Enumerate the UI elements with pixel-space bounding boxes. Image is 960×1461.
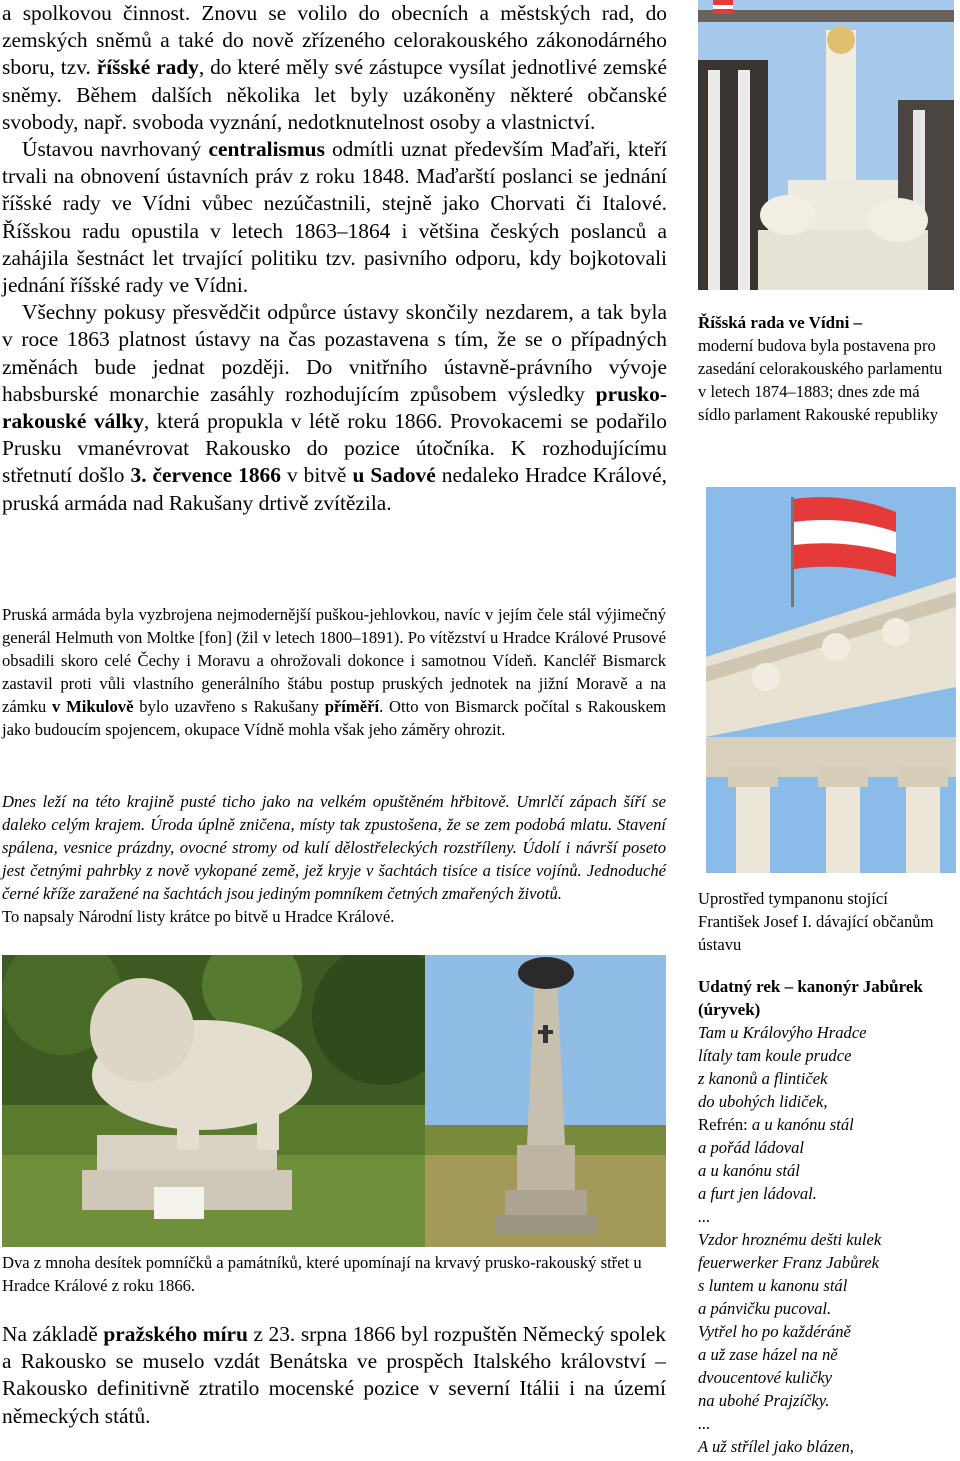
- lion-monument-photo: [2, 955, 426, 1247]
- monuments-caption: Dva z mnoha desítek pomníčků a památníků, které upomínají na krvavý prusko-rakouský střet u Hradce Králové z roku 1866.: [2, 1253, 642, 1295]
- obelisk-monument-photo: [425, 955, 666, 1247]
- paragraph-3: Všechny pokusy přesvědčit odpůrce ústavy skončily nezdarem, a tak byla v roce 1863 platnost ústavy na čas pozastavena s tím, že se o případných změnách bude jednat později. Do vnitřního ústavně-právního vývoje habsburské monarchie zasáhly rozhodujícím způsobem výsledky prusko-rakouské války, která propukla v létě roku 1866. Provokacemi se podařilo Prusku vmanévrovat Rakousko do pozice útočníka. K rozhodujícímu střetnutí došlo 3. července 1866 v bitvě u Sadové nedaleko Hradce Králové, pruská armáda nad Rakušany drtivě zvítězila.: [2, 300, 668, 515]
- prussian-army-text: Pruská armáda byla vyzbrojena nejmodernější puškou-jehlovkou, navíc v jejím čele stál výjimečný generál Helmuth von Moltke [fon] (žil v letech 1800–1891). Po vítězství u Hradce Králové Prusové obsadili skoro celé Čechy i Moravu a ohrožovali dokonce i samotnou Vídeň. Kancléř Bismarck zastavil proti vůli vlastního generálního štábu postup pruských jednotek na jižní Moravě a na zámku v Mikulově bylo uzavřeno s Rakušany příměří. Otto von Bismarck počítal s Rakouskem jako budoucím spojencem, okupace Vídně mohla však jeho záměry ohrozit.: [2, 605, 666, 739]
- quote-source: To napsaly Národní listy krátce po bitvě u Hradce Králové.: [2, 907, 395, 926]
- tympanum-caption: Uprostřed tympanonu stojící František Josef I. dávající občanům ústavu: [698, 889, 934, 954]
- parliament-athena-photo: [698, 0, 954, 290]
- song-title: Udatný rek – kanonýr Jabůrek (úryvek): [698, 977, 923, 1019]
- parliament-tympanum-photo: [706, 487, 956, 873]
- paragraph-1: a spolkovou činnost. Znovu se volilo do obecních a městských rad, do zemských sněmů a také do nově zřízeného celorakouského zákonodárného sboru, tzv. říšské rady, do které měly své zástupce vysílat jednotlivé zemské sněmy. Během dalších několika let byly uzákoněny některé občanské svobody, např. svoboda vyznání, nedotknutelnost osoby a vlastnictví.: [2, 1, 668, 134]
- paragraph-2: Ústavou navrhovaný centralismus odmítli uznat především Maďaři, kteří trvali na obnovení ústavních práv z roku 1848. Maďarští poslanci se jednání říšské rady ve Vídni vůbec nezúčastnili, stejně jako Chorvati či Italové. Říšskou radu opustila v letech 1863–1864 i většina českých poslanců a zahájila šestnáct let trvající politiku tzv. pasivního odporu, kdy bojkotovali jednání říšské rady ve Vídni.: [2, 137, 667, 298]
- song-verse-1: Tam u Královýho Hradce lítaly tam koule prudce z kanonů a flintiček do ubohých lidiček,: [698, 1023, 867, 1111]
- parliament-caption: Říšská rada ve Vídni – moderní budova byla postavena pro zasedání celorakouského parlamentu v letech 1874–1883; dnes zde má sídlo parlament Rakouské republiky: [698, 313, 943, 424]
- main-article: [2, 0, 667, 517]
- song-refrain: Refrén: a u kanónu stál a pořád ládoval a u kanónu stál a furt jen ládoval.: [698, 1115, 854, 1203]
- prague-peace-paragraph: Na základě pražského míru z 23. srpna 1866 byl rozpuštěn Německý spolek a Rakousko se muselo vzdát Benátska ve prospěch Italského království – Rakousko definitivně ztratilo mocenské pozice v severní Itálii i na území německých států.: [2, 1322, 666, 1428]
- song-verse-2: Vzdor hroznému dešti kulek feuerwerker Franz Jabůrek s luntem u kanonu stál a pánvičku pucoval. Vytřel ho po každéráně a už zase házel na ně dvoucentové kuličky na ubohé Prajzíčky.: [698, 1230, 882, 1410]
- song-excerpt: Udatný rek – kanonýr Jabůrek (úryvek) Tam u Královýho Hradce lítaly tam koule prudce z kanonů a flintiček do ubohých lidiček, Refrén: a u kanónu stál a pořád ládoval a u kanónu stál a furt jen ládoval. ... Vzdor hroznému dešti kulek feuerwerker Franz Jabůrek s luntem u kanonu stál a pánvičku pucoval. Vytřel ho po každéráně a už zase házel na ně dvoucentové kuličky na ubohé Prajzíčky. ... A už střílel jako blázen,: [698, 975, 943, 1458]
- newspaper-quote: Dnes leží na této krajině pusté ticho jako na velkém opuštěném hřbitově. Umrlčí zápach šíří se daleko celým krajem. Úroda úplně zničena, místy tak zpustošena, že se zem podobá mlatu. Stavení spálena, vesnice prázdny, ovocné stromy od kulí dělostřeleckých rozstříleny. Údolí i návrší poseto jest četnými pahrbky z nově vykopané země, jež kryje v šachtách tisíce a tisíce vojínů. Jednoduché černé kříže zaražené na šachtách jsou jediným pomníkem četných zmařených životů. To napsaly Národní listy krátce po bitvě u Hradce Králové.: [2, 792, 666, 926]
